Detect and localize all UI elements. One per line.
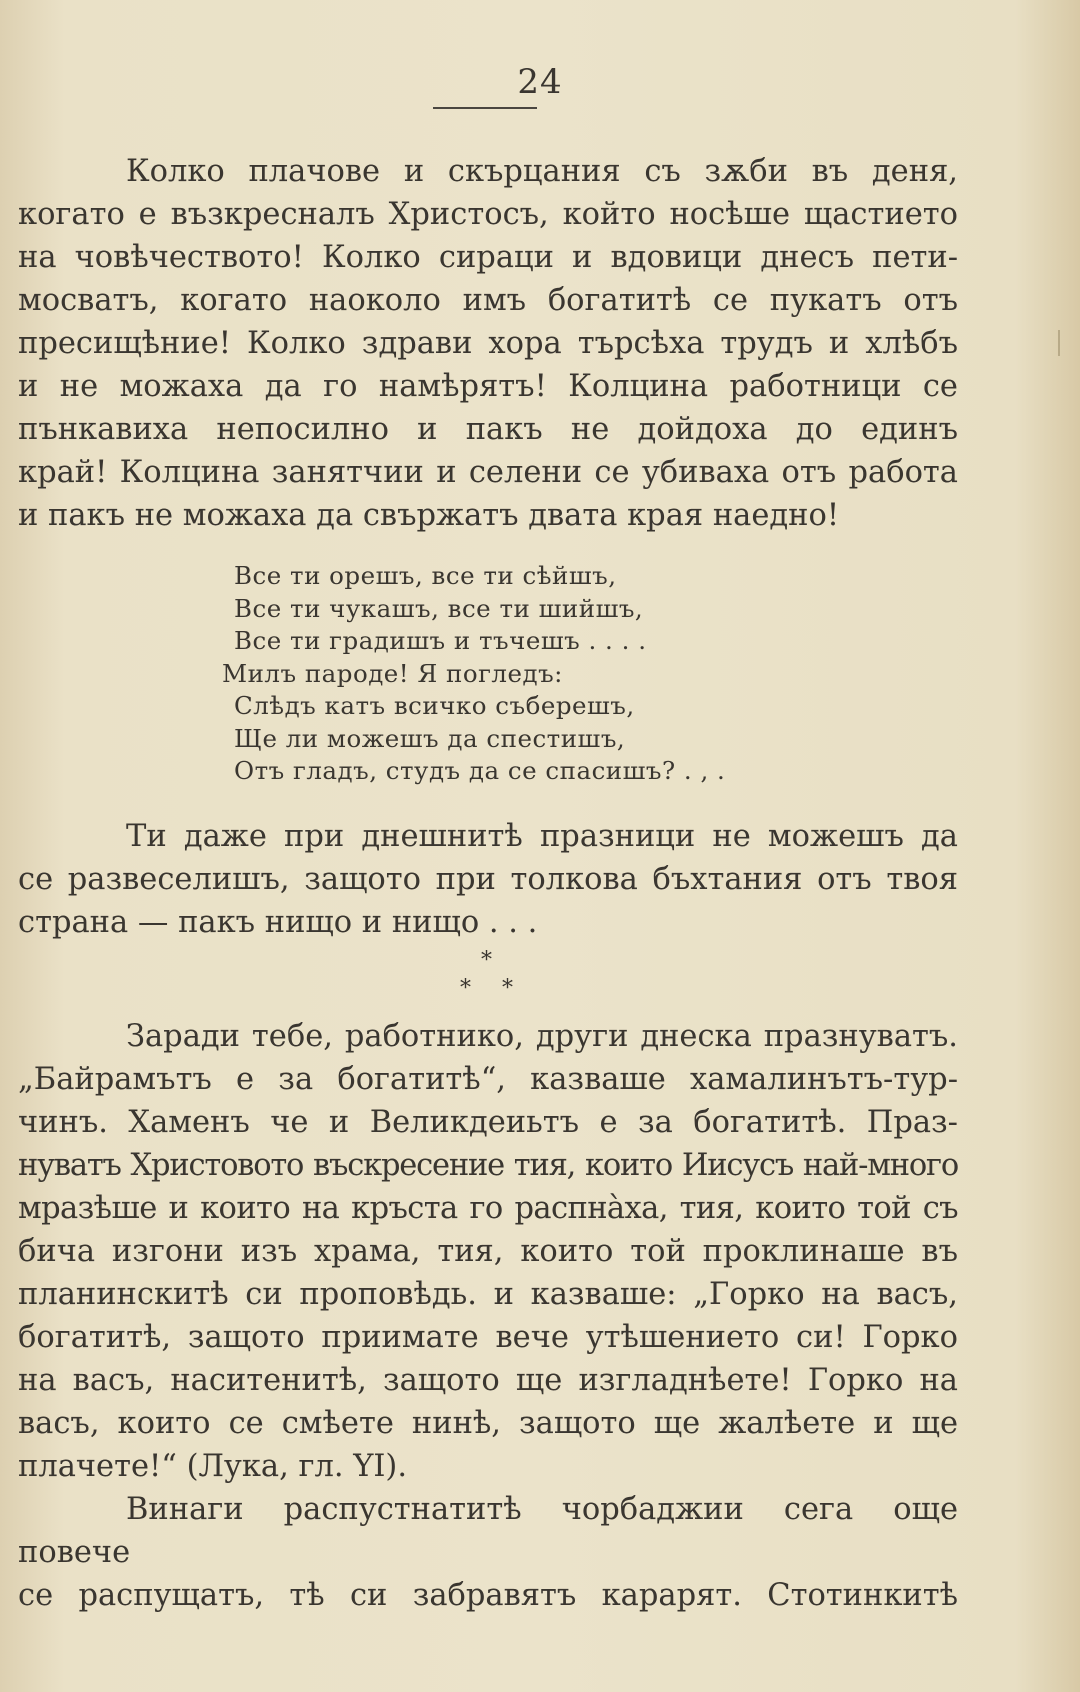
verse-line: Все ти градишъ и тъчешъ . . . . (234, 626, 647, 655)
text-line: мосватъ, когато наоколо имъ богатитѣ се пукатъ отъ (18, 283, 958, 318)
verse-line: Слѣдъ катъ всичко съберешъ, (234, 691, 635, 720)
text-line: и не можаха да го намѣрятъ! Колцина работници се (18, 369, 958, 404)
verse-block (222, 560, 782, 788)
separator-star: * (502, 976, 513, 1001)
text-line: чинъ. Хаменъ че и Великдеиьтъ е за богатитѣ. Праз- (18, 1105, 958, 1140)
verse-line: Милъ пароде! Я погледъ: (222, 658, 563, 688)
text-line: край! Колцина занятчии и селени се убиваха отъ работа (18, 455, 958, 490)
text-line: Винаги распустнатитѣ чорбаджии сега още повече (18, 1492, 958, 1570)
text-line: Заради тебе, работнико, други днеска празнуватъ. (126, 1019, 958, 1054)
text-line: бича изгони изъ храма, тия, които той проклинаше въ (18, 1234, 958, 1269)
text-line: богатитѣ, защото приимате вече утѣшението си! Горко (18, 1320, 958, 1355)
text-line: „Байрамътъ е за богатитѣ“, казваше хамалинътъ-тур- (18, 1062, 958, 1097)
paragraph-2 (18, 815, 958, 944)
text-line: пресищѣние! Колко здрави хора търсѣха трудъ и хлѣбъ (18, 326, 958, 361)
paragraph-4 (18, 1488, 958, 1617)
text-line: на васъ, наситенитѣ, защото ще изгладнѣете! Горко на (18, 1363, 958, 1398)
text-line: пънкавиха непосилно и пакъ не дойдоха до единъ (18, 412, 958, 447)
page-number: 24 (517, 62, 563, 102)
text-line: Ти даже при днешнитѣ празници не можешъ да (126, 819, 958, 854)
text-line: страна — пакъ нищо и нищо . . . (18, 905, 538, 940)
verse-line: Ще ли можешъ да спестишъ, (234, 723, 626, 753)
text-line: на човѣчеството! Колко сираци и вдовици днесъ пети- (18, 240, 958, 275)
text-line: когато е възкресналъ Христосъ, който носѣше щастието (18, 197, 958, 232)
separator-star: * (460, 976, 471, 1001)
verse-line: Отъ гладъ, студъ да се спасишъ? . , . (234, 756, 726, 785)
margin-mark (1058, 330, 1060, 356)
verse-line: Все ти орешъ, все ти сѣйшъ, (234, 561, 617, 590)
text-line: мразѣше и които на кръста го распнàха, тия, които той съ (18, 1191, 958, 1226)
text-line: васъ, които се смѣете нинѣ, защото ще жалѣете и ще (18, 1406, 958, 1441)
text-line: плачете!“ (Лука, гл. YI). (18, 1449, 408, 1484)
text-line: планинскитѣ си проповѣдь. и казваше: „Горко на васъ, (18, 1277, 958, 1312)
header-rule (433, 107, 537, 109)
paragraph-3 (18, 1015, 958, 1488)
text-line: и пакъ не можаха да свържатъ двата края наедно! (18, 498, 840, 533)
text-line: Колко плачове и скърцания съ зѫби въ деня, (126, 154, 958, 189)
separator-star: * (481, 948, 492, 973)
text-line: се распущатъ, тѣ си забравятъ карарят. Стотинкитѣ (18, 1578, 958, 1613)
text-line: нуватъ Христовото въскресение тия, които Иисусъ най-много (18, 1148, 958, 1183)
paragraph-1 (18, 150, 958, 537)
text-line: се развеселишъ, защото при толкова бъхтания отъ твоя (18, 862, 958, 897)
verse-line: Все ти чукашъ, все ти шийшъ, (234, 593, 644, 623)
